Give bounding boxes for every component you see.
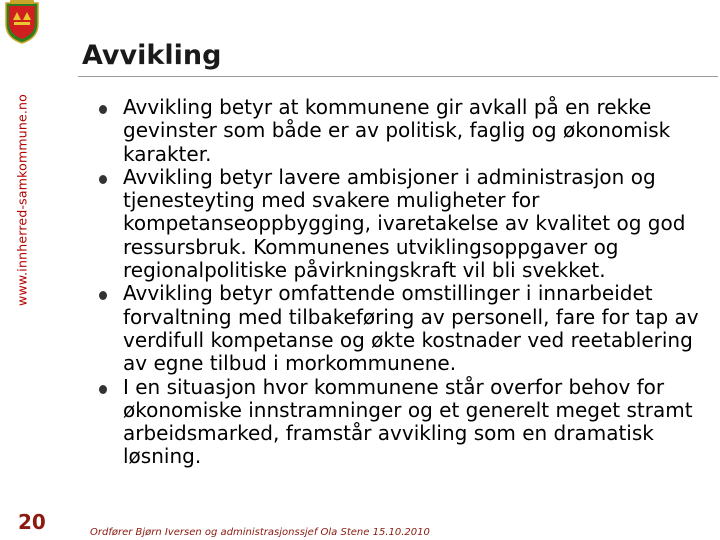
- bullet-icon: [99, 175, 107, 184]
- bullet-item: [94, 166, 716, 282]
- bullet-text: I en situasjon hvor kommunene står overfor behov for økonomiske innstramninger og et generelt meget stramt arbeidsmarked, framstår avvikling som en dramatisk løsning.: [123, 374, 693, 469]
- bullet-text: Avvikling betyr omfattende omstillinger i innarbeidet forvaltning med tilbakeføring av personell, fare for tap av verdifull kompetanse og økte kostnader ved reetablering av egne tilbud i morkommunene.: [123, 281, 699, 376]
- bullet-text: Avvikling betyr lavere ambisjoner i administrasjon og tjenesteyting med svakere muligheter for kompetanseoppbygging, ivaretakelse av kvalitet og god ressursbruk. Kommunenes utviklingsoppgaver og regionalpolitiske påvirkningskraft vil bli svekket.: [123, 164, 686, 283]
- website-url[interactable]: www.innherred-samkommune.no: [14, 94, 30, 306]
- footer-text: Ordfører Bjørn Iversen og administrasjonssjef Ola Stene 15.10.2010: [90, 527, 430, 538]
- coat-of-arms-icon: [2, 0, 42, 44]
- bullet-item: [94, 282, 716, 375]
- bullet-icon: [99, 291, 107, 300]
- bullet-item: [94, 376, 716, 469]
- bullet-icon: [99, 385, 107, 394]
- bullet-list: [94, 96, 716, 469]
- bullet-item: [94, 96, 716, 166]
- title-divider: [78, 76, 718, 77]
- bullet-icon: [99, 105, 107, 114]
- page-number: 20: [18, 510, 46, 534]
- slide-title: Avvikling: [82, 40, 222, 71]
- bullet-text: Avvikling betyr at kommunene gir avkall på en rekke gevinster som både er av politisk, faglig og økonomisk karakter.: [123, 95, 671, 166]
